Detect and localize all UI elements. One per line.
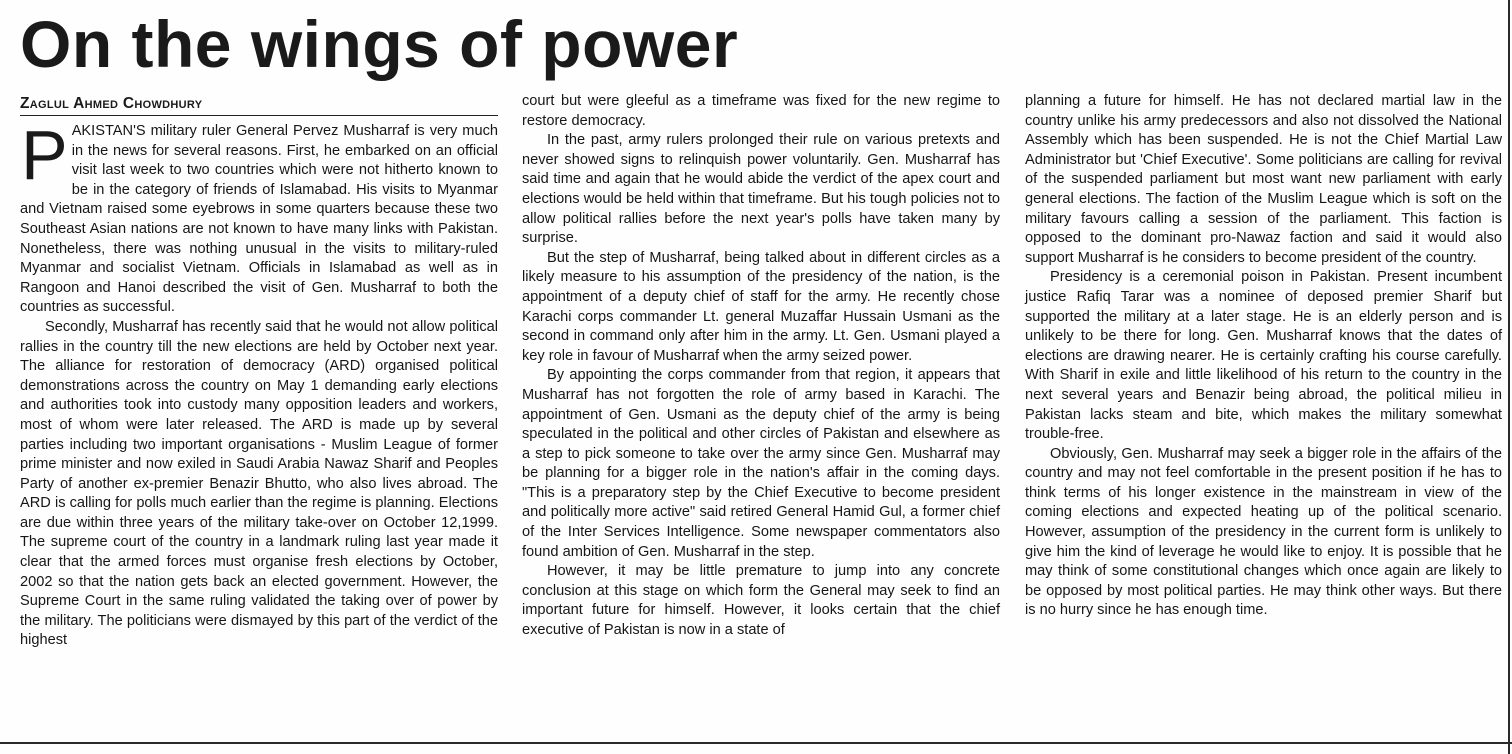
article-column-1 [20, 116, 498, 651]
article-headline: On the wings of power [20, 7, 739, 81]
article-paragraph: Secondly, Musharraf has recently said that he would not allow political rallies in the country till the new elections are held by October next year. The alliance for restoration of democracy (ARD) organised political demonstrations across the country on May 1 demanding early elections and authorities took into custody many opposition leaders and workers, most of whom were later released. The ARD is made up by several parties including two important organisations - Muslim League of former prime minister and now exiled in Saudi Arabia Nawaz Sharif and Peoples Party of another ex-premier Benazir Bhutto, who also lives abroad. The ARD is calling for polls much earlier than the regime is planning. Elections are due within three years of the military take-over on October 12,1999. The supreme court of the country in a landmark ruling last year made it clear that the armed forces must organise fresh elections by October, 2002 so that the nation gets back an elected government. However, the Supreme Court in the same ruling validated the taking over of power by the military. The politicians were dismayed by this part of the verdict of the highest [20, 318, 498, 649]
byline-divider [20, 115, 498, 116]
article-paragraph: However, it may be little premature to jump into any concrete conclusion at this stage on which form the General may seek to find an important future for himself. However, it looks certain that the chief executive of Pakistan is now in a state of [522, 563, 1000, 639]
article-paragraph [20, 116, 498, 318]
article-column-2 [522, 92, 1000, 641]
drop-cap: P [21, 116, 68, 194]
article-paragraph-continued: planning a future for himself. He has not declared martial law in the country unlike his army predecessors and also not dissolved the National Assembly which has been suspended. He is not the Chief Martial Law Administrator but 'Chief Executive'. Some politicians are calling for revival of the suspended parliament but most want new parliament with early general elections. The faction of the Muslim League which is soft on the military favours calling a session of the parliament. This faction is opposed to the dominant pro-Nawaz faction and said it would also support Musharraf is he considers to become president of the country. [1025, 93, 1502, 266]
article-paragraph: In the past, army rulers prolonged their rule on various pretexts and never showed signs to relinquish power voluntarily. Gen. Musharraf has said time and again that he would abide the verdict of the apex court and elections would be held within that timeframe. But his tough policies not to allow political rallies before the next year's polls have taken many by surprise. [522, 132, 1000, 247]
article-paragraph-continued: court but were gleeful as a timeframe was fixed for the new regime to restore democracy. [522, 93, 1000, 129]
article-byline: Zaglul Ahmed Chowdhury [20, 95, 203, 112]
article-paragraph: Presidency is a ceremonial poison in Pakistan. Present incumbent justice Rafiq Tarar was a nominee of deposed premier Sharif but supported the military at a later stage. He is an elderly person and is unlikely to be there for long. Gen. Musharraf knows that the dates of elections are drawing nearer. He is certainly crafting his course carefully. With Sharif in exile and little likelihood of his return to the country in the next several years and Benazir being abroad, the political milieu in Pakistan lacks steam and bite, which makes the military somewhat trouble-free. [1025, 269, 1502, 443]
article-paragraph: By appointing the corps commander from that region, it appears that Musharraf has not forgotten the role of army based in Karachi. The appointment of Gen. Usmani as the deputy chief of the army is being speculated in the political and other circles of Pakistan and elsewhere as a step to pick someone to take over the army since Gen. Musharraf may be planning for a bigger role in the nation's affair in the coming days. "This is a preparatory step by the Chief Executive to become president and politically more active" said retired General Hamid Gul, a former chief of the Inter Services Intelligence. Some newspaper commentators also found ambition of Gen. Musharraf in the step. [522, 367, 1000, 560]
paragraph-text: AKISTAN'S military ruler General Pervez Musharraf is very much in the news for several reasons. First, he embarked on an official visit last week to two countries which were not hitherto known to be in the category of friends of Islamabad. His visits to Myanmar and Vietnam raised some eyebrows in some quarters because these two Southeast Asian nations are not known to have many links with Pakistan. Nonetheless, there was nothing unusual in the visits to military-ruled Myanmar and socialist Vietnam. Officials in Islamabad as well as in Rangoon and Hanoi described the visit of Gen. Musharraf to both the countries as successful. [20, 123, 498, 316]
page-right-rule [1508, 0, 1510, 754]
page-bottom-rule [0, 742, 1512, 744]
article-paragraph: Obviously, Gen. Musharraf may seek a bigger role in the affairs of the country and may not feel comfortable in the present position if he has to think terms of his longer existence in the mainstream in view of the coming elections and expected heating up of the political scenario. However, assumption of the presidency in the current form is unlikely to give him the kind of leverage he would like to enjoy. It is possible that he may think of some constitutional changes which once again are likely to be opposed by most political parties. He may think other ways. But there is no hurry since he has enough time. [1025, 445, 1502, 619]
article-paragraph: But the step of Musharraf, being talked about in different circles as a likely measure to his assumption of the presidency of the nation, is the appointment of a deputy chief of staff for the army. He recently chose Karachi corps commander Lt. general Muzaffar Hussain Usmani as the second in command only after him in the army. Lt. Gen. Usmani played a key role in favour of Musharraf when the army seized power. [522, 249, 1000, 364]
article-column-3 [1025, 92, 1502, 621]
